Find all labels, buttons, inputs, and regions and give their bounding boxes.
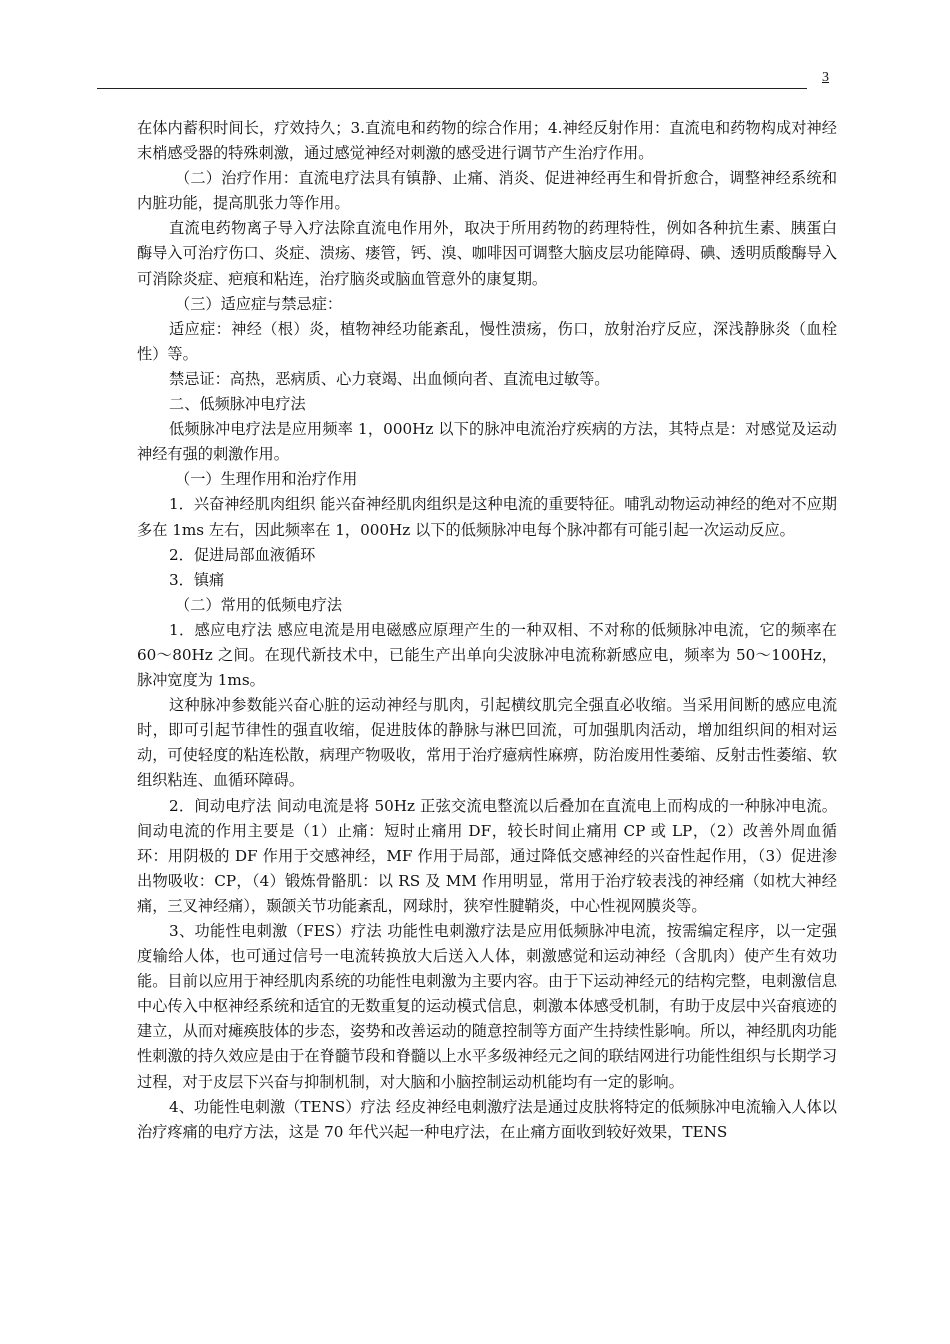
list-item: 2．促进局部血液循环	[169, 545, 316, 564]
section-heading: （一）生理作用和治疗作用	[175, 470, 358, 489]
paragraph: 适应症：神经（根）炎，植物神经功能紊乱，慢性溃疡，伤口，放射治疗反应，深浅静脉炎（血栓性）等。	[137, 319, 837, 363]
list-item: 3．镇痛	[169, 570, 225, 589]
document-body	[137, 116, 837, 1145]
paragraph: 3、功能性电刺激（FES）疗法 功能性电刺激疗法是应用低频脉冲电流，按需编定程序，以一定强度输给人体，也可通过信号一电流转换放大后送入人体，刺激感觉和运动神经（含肌肉）使产生有效功能。目前以应用于神经肌肉系统的功能性电刺激为主要内容。由于下运动神经元的结构完整，电刺激信息中心传入中枢神经系统和适宜的无数重复的运动模式信息，刺激本体感受机制，有助于皮层中兴奋痕迹的建立，从而对瘫痪肢体的步态，姿势和改善运动的随意控制等方面产生持续性影响。所以，神经肌肉功能性刺激的持久效应是由于在脊髓节段和脊髓以上水平多级神经元之间的联结网进行功能性组织与长期学习过程，对于皮层下兴奋与抑制机制，对大脑和小脑控制运动机能均有一定的影响。	[137, 922, 837, 1091]
section-heading: （二）常用的低频电疗法	[175, 595, 343, 614]
paragraph: 2．间动电疗法 间动电流是将 50Hz 正弦交流电整流以后叠加在直流电上而构成的一种脉冲电流。间动电流的作用主要是（1）止痛：短时止痛用 DF，较长时间止痛用 CP 或 LP，（2）改善外周血循环：用阴极的 DF 作用于交感神经，MF 作用于局部，通过降低交感神经的兴奋性起作用，（3）促进渗出物吸收：CP，（4）锻炼骨骼肌：以 RS 及 MM 作用明显，常用于治疗较表浅的神经痛（如枕大神经痛，三叉神经痛），颞颌关节功能紊乱，网球肘，狭窄性腱鞘炎，中心性视网膜炎等。	[137, 796, 837, 915]
paragraph: 1．感应电疗法 感应电流是用电磁感应原理产生的一种双相、不对称的低频脉冲电流，它的频率在 60～80Hz 之间。在现代新技术中，已能生产出单向尖波脉冲电流称新感应电，频率为 50～100Hz，脉冲宽度为 1ms。	[137, 620, 837, 690]
section-heading: （三）适应症与禁忌症：	[175, 294, 343, 313]
paragraph: 禁忌证：高热，恶病质、心力衰竭、出血倾向者、直流电过敏等。	[169, 369, 610, 388]
paragraph: 1．兴奋神经肌肉组织 能兴奋神经肌肉组织是这种电流的重要特征。哺乳动物运动神经的绝对不应期多在 1ms 左右，因此频率在 1，000Hz 以下的低频脉冲电每个脉冲都有可能引起一次运动反应。	[137, 495, 837, 539]
paragraph: 这种脉冲参数能兴奋心脏的运动神经与肌肉，引起横纹肌完全强直必收缩。当采用间断的感应电流时，即可引起节律性的强直收缩，促进肢体的静脉与淋巴回流，可加强肌肉活动，增加组织间的相对运动，可使轻度的粘连松散，病理产物吸收，常用于治疗癔病性麻痹，防治废用性萎缩、反射击性萎缩、软组织粘连、血循环障碍。	[137, 696, 837, 790]
paragraph: 直流电药物离子导入疗法除直流电作用外，取决于所用药物的药理特性，例如各种抗生素、胰蛋白酶导入可治疗伤口、炎症、溃疡、瘘管，钙、溴、咖啡因可调整大脑皮层功能障碍、碘、透明质酸酶导入可消除炎症、疤痕和粘连，治疗脑炎或脑血管意外的康复期。	[137, 219, 837, 288]
section-heading: 二、低频脉冲电疗法	[169, 395, 306, 414]
paragraph: 在体内蓄积时间长，疗效持久；3.直流电和药物的综合作用；4.神经反射作用：直流电和药物构成对神经末梢感受器的特殊刺激，通过感觉神经对刺激的感受进行调节产生治疗作用。	[137, 119, 837, 163]
header-rule	[97, 88, 807, 89]
paragraph: 低频脉冲电疗法是应用频率 1，000Hz 以下的脉冲电流治疗疾病的方法，其特点是：对感觉及运动神经有强的刺激作用。	[137, 420, 837, 464]
paragraph: 4、功能性电刺激（TENS）疗法 经皮神经电刺激疗法是通过皮肤将特定的低频脉冲电流输入人体以治疗疼痛的电疗方法，这是 70 年代兴起一种电疗法，在止痛方面收到较好效果，TENS	[137, 1097, 837, 1141]
section-heading: （二）治疗作用：直流电疗法具有镇静、止痛、消炎、促进神经再生和骨折愈合，调整神经系统和内脏功能，提高肌张力等作用。	[137, 169, 837, 213]
page-number: 3	[822, 70, 829, 85]
